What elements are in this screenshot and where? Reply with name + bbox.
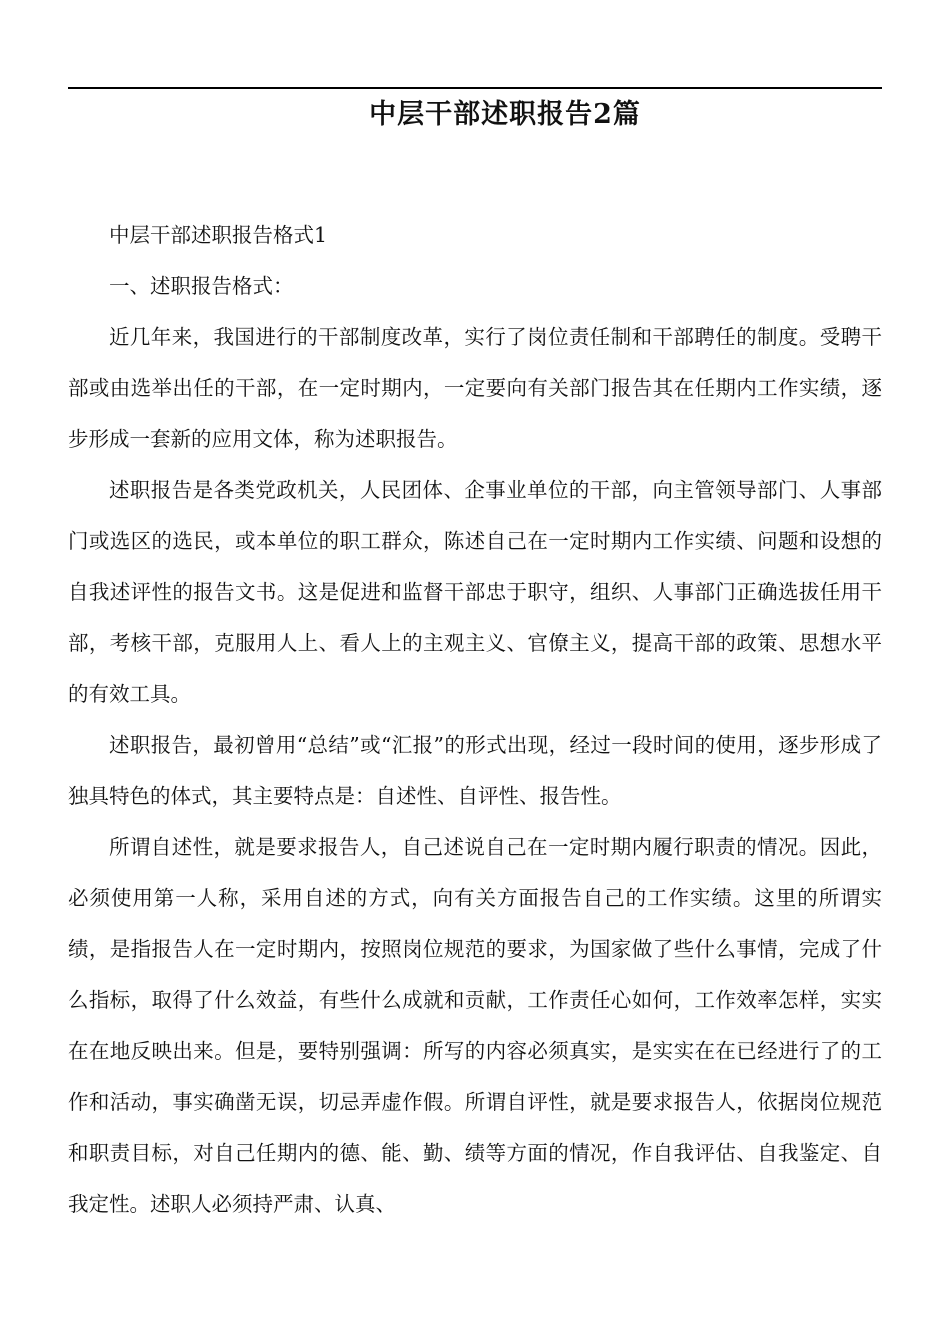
- body-paragraph: 近几年来，我国进行的干部制度改革，实行了岗位责任制和干部聘任的制度。受聘干部或由选举出任的干部，在一定时期内，一定要向有关部门报告其在任期内工作实绩，逐步形成一套新的应用文体，称为述职报告。: [68, 325, 882, 451]
- subsection-heading: 一、述职报告格式：: [109, 274, 294, 298]
- document-title: 中层干部述职报告2篇: [369, 99, 641, 130]
- body-paragraph: 所谓自述性，就是要求报告人，自己述说自己在一定时期内履行职责的情况。因此，必须使用第一人称，采用自述的方式，向有关方面报告自己的工作实绩。这里的所谓实绩，是指报告人在一定时期内，按照岗位规范的要求，为国家做了些什么事情，完成了什么指标，取得了什么效益，有些什么成就和贡献，工作责任心如何，工作效率怎样，实实在在地反映出来。但是，要特别强调：所写的内容必须真实，是实实在在已经进行了的工作和活动，事实确凿无误，切忌弄虚作假。所谓自评性，就是要求报告人，依据岗位规范和职责目标，对自己任期内的德、能、勤、绩等方面的情况，作自我评估、自我鉴定、自我定性。述职人必须持严肃、认真、: [68, 835, 882, 1216]
- header-rule: [68, 87, 882, 89]
- document-body: [68, 210, 882, 1230]
- body-paragraph: 述职报告是各类党政机关，人民团体、企事业单位的干部，向主管领导部门、人事部门或选区的选民，或本单位的职工群众，陈述自己在一定时期内工作实绩、问题和设想的自我述评性的报告文书。这是促进和监督干部忠于职守，组织、人事部门正确选拔任用干部，考核干部，克服用人上、看人上的主观主义、官僚主义，提高干部的政策、思想水平的有效工具。: [68, 478, 882, 706]
- body-paragraph: 述职报告，最初曾用“总结”或“汇报”的形式出现，经过一段时间的使用，逐步形成了独具特色的体式，其主要特点是：自述性、自评性、报告性。: [68, 733, 882, 808]
- section-heading: 中层干部述职报告格式1: [109, 223, 328, 247]
